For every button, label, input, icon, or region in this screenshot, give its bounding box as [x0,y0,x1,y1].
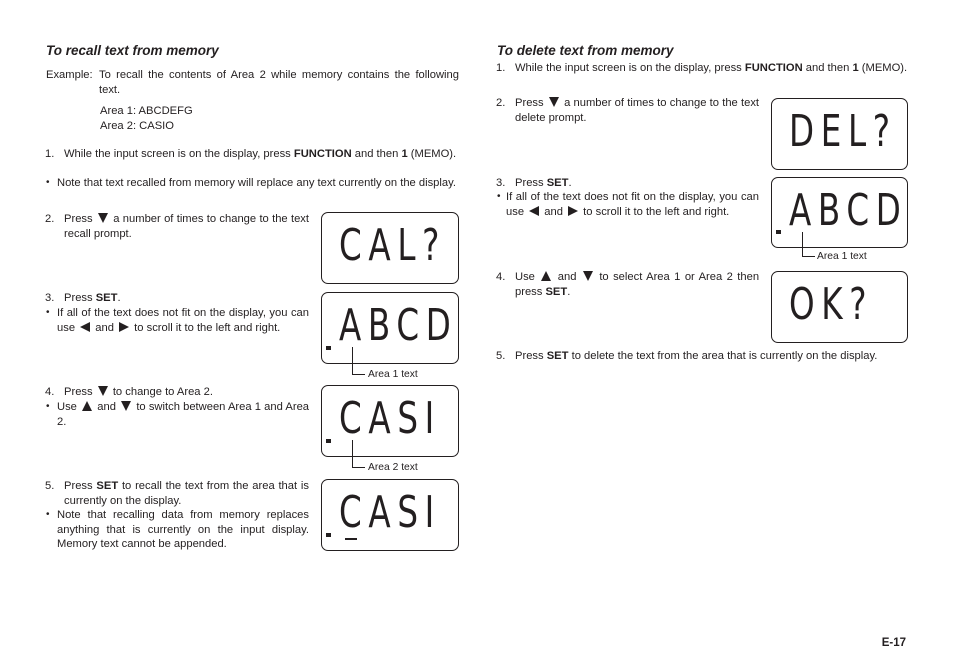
callout-line [352,440,365,468]
step-text: Press [515,350,547,362]
step-text: (MEMO). [407,148,457,160]
step-text: to delete the text from the area that is currently on the display. [568,350,878,362]
right-arrow-icon [568,206,578,216]
page-number: E-17 [881,637,906,649]
callout-label: Area 1 text [817,251,867,262]
delete-step-4 [496,270,759,299]
step-number: 2. [45,213,55,225]
step-text: and then [802,62,853,74]
lcd-underline-cursor [345,538,357,540]
step-text: Press [64,292,96,304]
note-text: If all of the text does not fit on the display, you can use [57,307,309,334]
lcd-text: ABCD [339,300,458,351]
key-1: 1 [852,62,859,74]
right-heading: To delete text from memory [497,43,674,58]
recall-step-3 [45,291,309,306]
callout-label: Area 2 text [368,462,418,473]
left-heading: To recall text from memory [46,43,219,58]
recall-note-5 [45,508,309,552]
set-key: SET [545,285,568,298]
right-arrow-icon [119,322,129,332]
step-text: Press [515,97,544,109]
step-number: 2. [496,97,506,109]
up-arrow-icon [541,271,551,281]
note-text: to switch between Area 1 and Area 2. [57,401,310,428]
callout-label: Area 1 text [368,369,418,380]
callout-line [802,232,815,257]
function-key: FUNCTION [293,148,352,160]
step-text: . [568,177,572,189]
lcd-text: CASI [339,393,441,444]
lcd-text: DEL? [789,106,897,157]
step-number: 5. [45,480,55,492]
note-text: Use [57,401,77,413]
note-text: to scroll it to the left and right. [134,321,281,334]
lcd-text: CASI [339,487,441,538]
bullet: • [46,307,50,318]
down-arrow-icon [98,213,108,223]
down-arrow-icon [98,386,108,396]
lcd-display-recalled [321,479,459,551]
step-number: 4. [496,271,506,283]
step-text: While the input screen is on the display, press [64,148,294,160]
recall-step-5 [45,479,309,508]
step-text: Press [64,480,97,492]
set-key: SET [96,480,119,492]
step-text: . [567,285,571,298]
bullet: • [46,177,50,188]
area1-content: Area 1: ABCDEFG [100,105,193,117]
note-text: to scroll it to the left and right. [583,205,730,218]
step-number: 1. [496,62,506,74]
set-key: SET [546,177,569,189]
note-text: Note that text recalled from memory will replace any text currently on the display. [57,177,456,189]
step-text: (MEMO). [858,62,908,74]
lcd-text: ABCD [789,185,908,236]
bullet: • [497,191,501,202]
key-1: 1 [401,148,408,160]
step-number: 4. [45,386,55,398]
example-text: To recall the contents of Area 2 while memory contains the following text. [99,69,459,96]
bullet: • [46,401,50,412]
lcd-display-ok-prompt [771,271,908,343]
lcd-display-del-prompt [771,98,908,170]
delete-step-5 [496,349,908,364]
step-number: 3. [496,177,506,189]
lcd-cursor-indicator [326,346,331,350]
note-text: and [95,321,114,334]
lcd-display-cal-prompt [321,212,459,284]
step-text: a number of times to change to the text recall prompt. [64,213,310,240]
lcd-text: CAL? [339,220,447,271]
lcd-cursor-indicator [326,533,331,537]
step-text: While the input screen is on the display, press [515,62,745,74]
recall-step-4 [45,385,309,400]
step-text: to recall the text from the area that is currently on the display. [64,480,309,507]
note-text: and [97,401,116,413]
step-text: to select Area 1 or Area 2 then press [515,271,760,298]
recall-step-2 [45,212,309,241]
down-arrow-icon [121,401,131,411]
bullet: • [46,509,50,520]
step-text: a number of times to change to the text delete prompt. [515,97,760,124]
step-number: 1. [45,148,55,160]
step-text: and then [351,148,402,160]
down-arrow-icon [549,97,559,107]
step-text: Use [515,271,535,283]
step-text: Press [515,177,547,189]
step-text: Press [64,213,93,225]
callout-line [352,347,365,375]
lcd-cursor-indicator [326,439,331,443]
note-text: Note that recalling data from memory replaces anything that is currently on the input display. Memory text cannot be appended. [57,509,309,551]
step-number: 5. [496,350,506,362]
delete-step-2 [496,96,759,125]
note-text: and [544,205,563,218]
note-text: If all of the text does not fit on the display, you can use [506,191,759,218]
up-arrow-icon [82,401,92,411]
set-key: SET [546,350,569,362]
function-key: FUNCTION [744,62,803,74]
delete-note-3 [496,190,759,219]
recall-note-1 [45,176,459,191]
step-text: Press [64,386,93,398]
lcd-display-area1 [771,177,908,248]
delete-step-3 [496,176,759,191]
step-text: to change to Area 2. [112,386,213,398]
lcd-display-area2 [321,385,459,457]
lcd-cursor-indicator [776,230,781,234]
lcd-display-area1 [321,292,459,364]
left-arrow-icon [80,322,90,332]
step-text: and [557,271,577,283]
recall-note-4 [45,400,309,429]
step-text: . [117,292,121,304]
left-arrow-icon [529,206,539,216]
delete-step-1 [496,61,908,76]
recall-step-1 [45,147,459,162]
area2-content: Area 2: CASIO [100,120,174,132]
set-key: SET [95,292,118,304]
example-label: Example: [46,69,93,81]
down-arrow-icon [583,271,593,281]
recall-note-3 [45,306,309,335]
step-number: 3. [45,292,55,304]
lcd-text: OK? [789,279,874,330]
